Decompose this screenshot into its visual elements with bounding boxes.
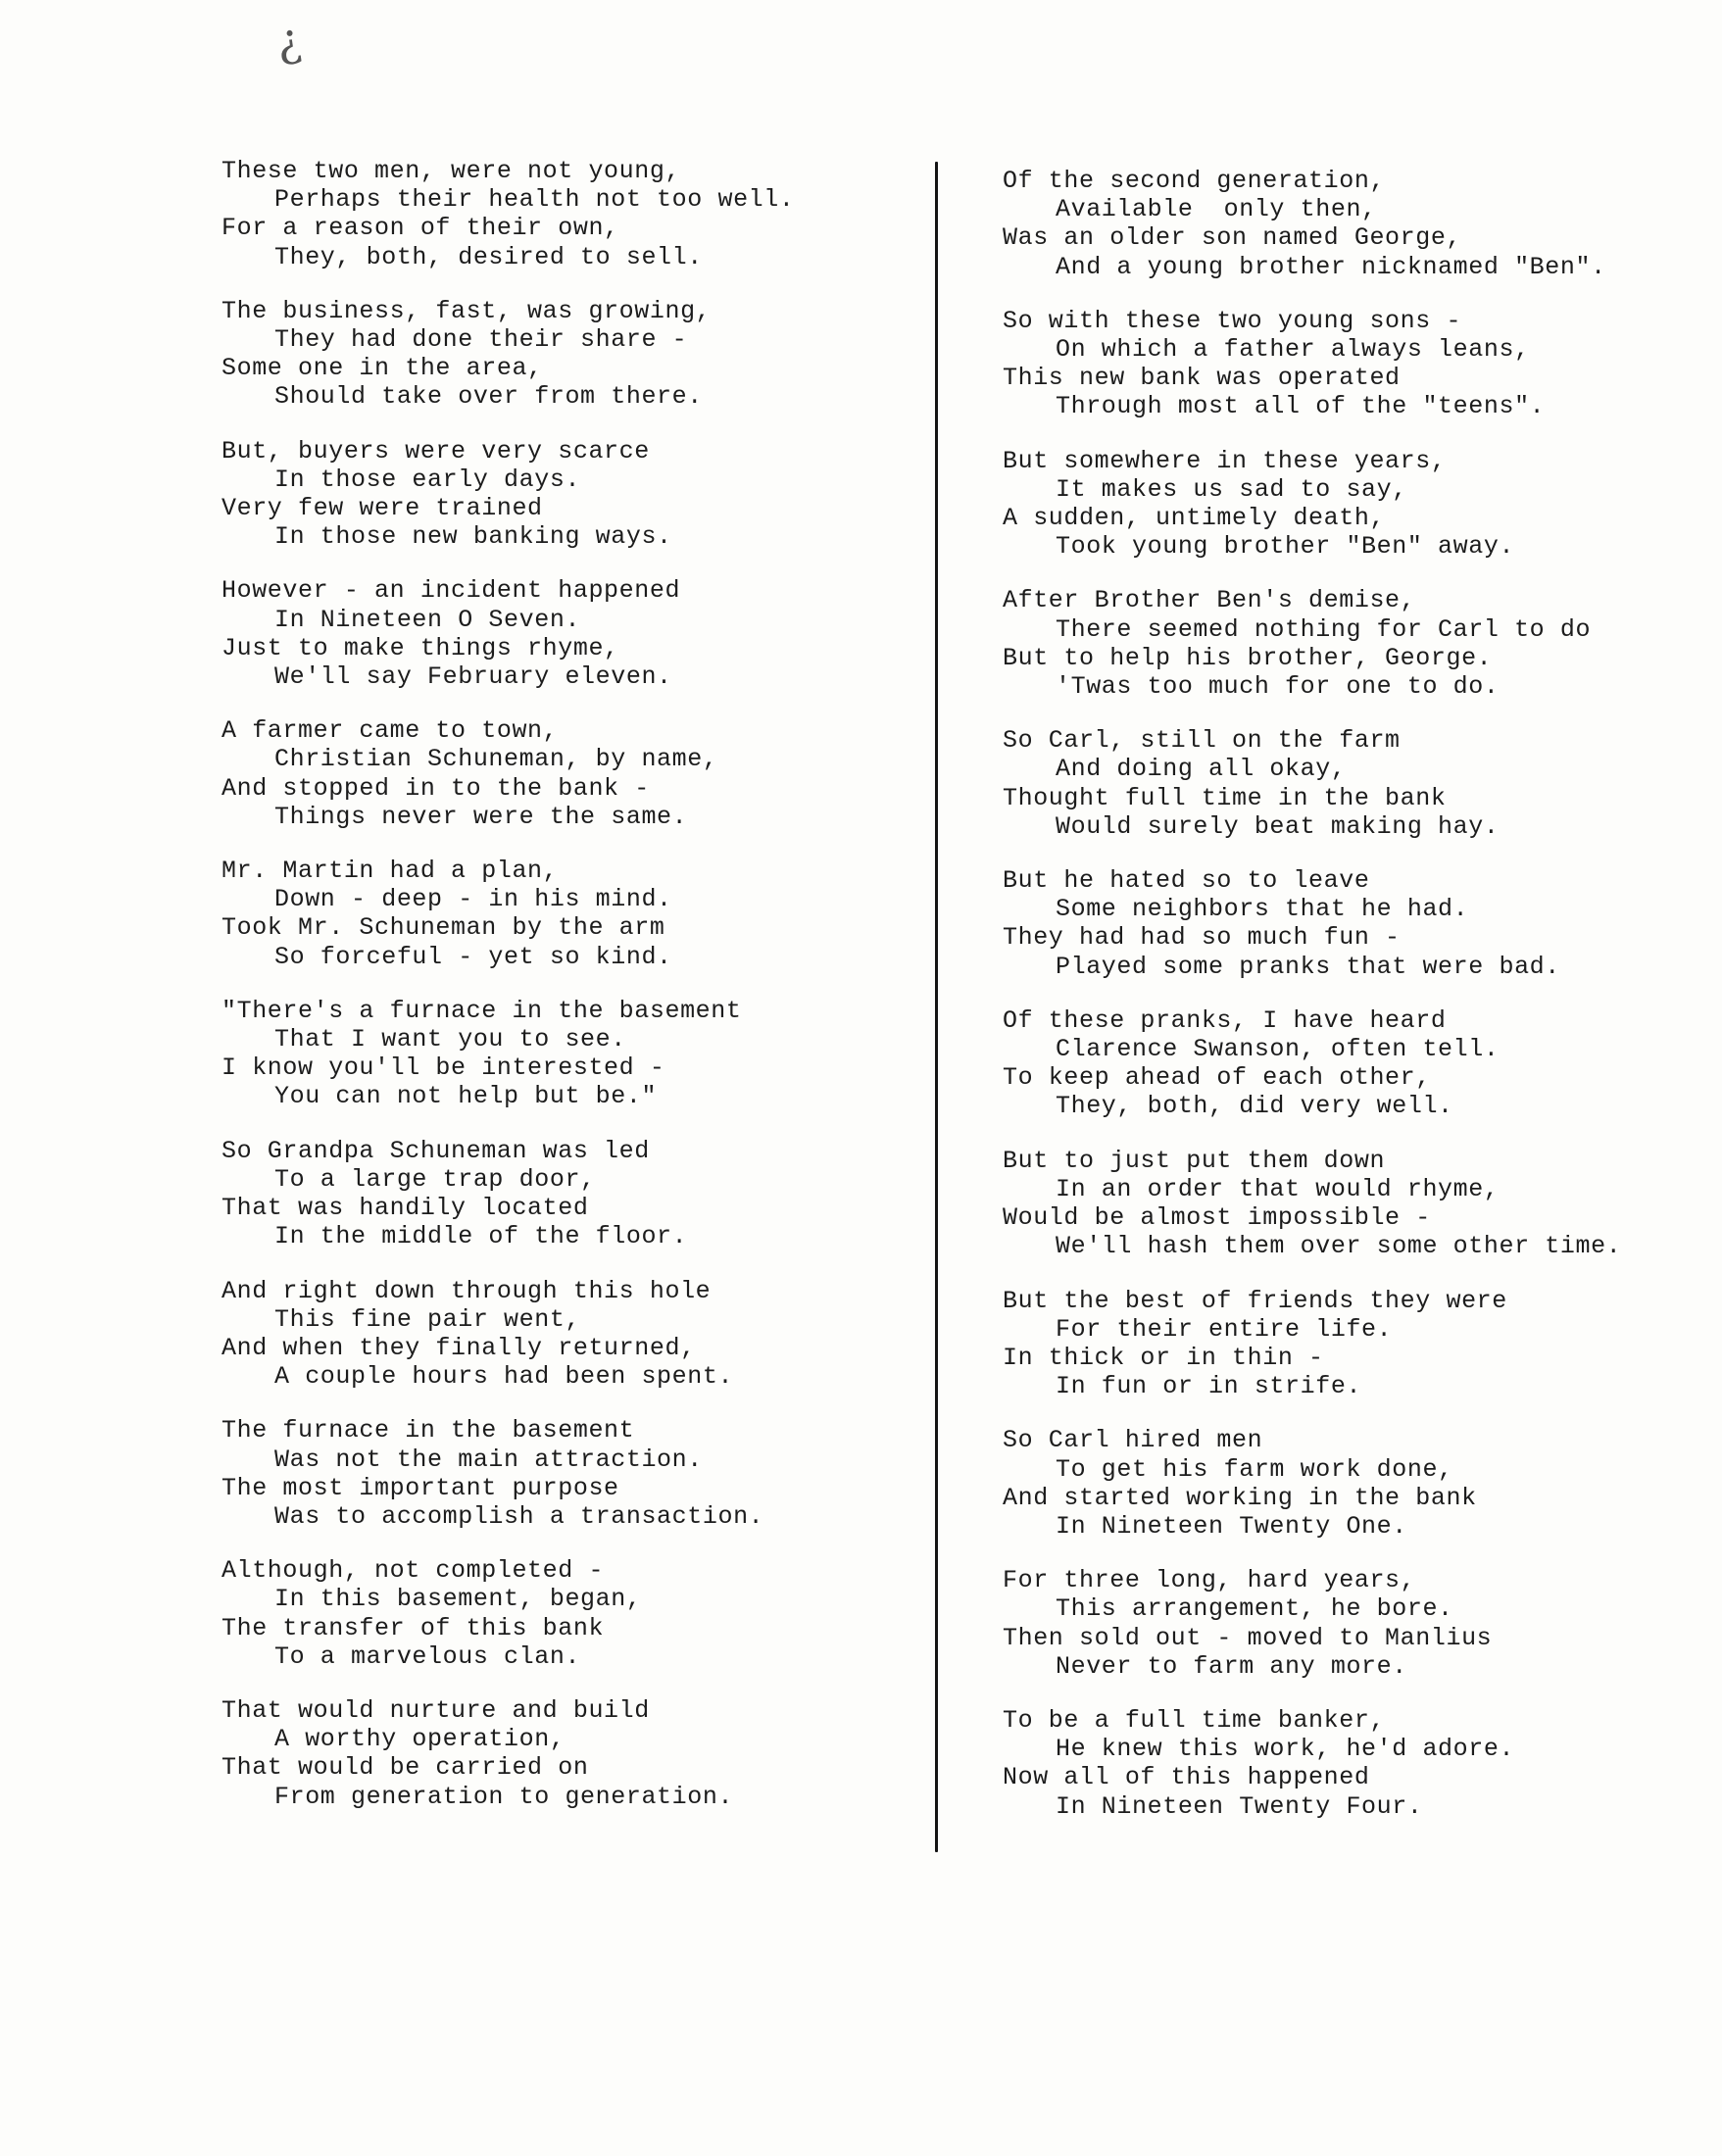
verse-line: And doing all okay, (1056, 755, 1347, 784)
verse-line: To get his farm work done, (1056, 1454, 1453, 1484)
stanza (221, 716, 908, 831)
verse-line: Thought full time in the bank (1003, 783, 1447, 812)
verse-line: "There's a furnace in the basement (221, 996, 742, 1025)
verse-line: Should take over from there. (274, 382, 703, 412)
verse-line: This new bank was operated (1003, 364, 1401, 393)
verse-line: Although, not completed - (221, 1556, 605, 1586)
verse-line: To keep ahead of each other, (1003, 1063, 1431, 1093)
verse-line: In thick or in thin - (1003, 1343, 1324, 1372)
verse-line: In Nineteen Twenty Four. (1056, 1791, 1423, 1821)
verse-line: They had had so much fun - (1003, 923, 1401, 953)
verse-line: They, both, desired to sell. (274, 242, 703, 271)
verse-line: Some neighbors that he had. (1056, 895, 1469, 924)
stanza (1003, 1426, 1708, 1541)
verse-line: However - an incident happened (221, 576, 681, 606)
verse-line: Through most all of the "teens". (1056, 392, 1546, 421)
verse-line: A sudden, untimely death, (1003, 504, 1386, 533)
verse-line: But the best of friends they were (1003, 1286, 1507, 1315)
verse-line: Was to accomplish a transaction. (274, 1501, 764, 1531)
stanza (1003, 726, 1708, 841)
stanza (221, 576, 908, 691)
verse-line: They had done their share - (274, 325, 688, 355)
verse-line: That would be carried on (221, 1753, 589, 1783)
verse-line: A farmer came to town, (221, 716, 559, 746)
verse-line: Very few were trained (221, 494, 543, 523)
verse-line: But, buyers were very scarce (221, 436, 650, 466)
stanza (1003, 1147, 1708, 1261)
verse-line: So Carl hired men (1003, 1426, 1263, 1455)
verse-line: Was an older son named George, (1003, 223, 1462, 253)
verse-line: In those early days. (274, 465, 581, 494)
verse-line: But to help his brother, George. (1003, 643, 1493, 672)
verse-line: But he hated so to leave (1003, 866, 1370, 896)
verse-line: Never to farm any more. (1056, 1651, 1407, 1681)
verse-line: Available only then, (1056, 195, 1377, 224)
stanza (221, 1696, 908, 1811)
column-divider (935, 162, 938, 1852)
verse-line: In Nineteen Twenty One. (1056, 1511, 1407, 1541)
verse-line: A worthy operation, (274, 1725, 566, 1754)
stanza (221, 1277, 908, 1392)
verse-line: Took Mr. Schuneman by the arm (221, 913, 665, 943)
verse-line: This arrangement, he bore. (1056, 1594, 1453, 1624)
verse-line: From generation to generation. (274, 1782, 734, 1811)
stanza (221, 1137, 908, 1251)
verse-line: In those new banking ways. (274, 522, 672, 552)
verse-line: Of the second generation, (1003, 167, 1386, 195)
stanza (221, 1556, 908, 1671)
verse-line: And stopped in to the bank - (221, 773, 650, 803)
verse-line: So forceful - yet so kind. (274, 942, 672, 971)
verse-line: Played some pranks that were bad. (1056, 952, 1560, 981)
verse-line: He knew this work, he'd adore. (1056, 1735, 1515, 1764)
verse-line: Of these pranks, I have heard (1003, 1005, 1447, 1035)
verse-line: And a young brother nicknamed "Ben". (1056, 252, 1606, 281)
verse-line: Christian Schuneman, by name, (274, 745, 718, 774)
verse-line: But somewhere in these years, (1003, 446, 1447, 475)
stanza (221, 157, 908, 271)
verse-line: Down - deep - in his mind. (274, 885, 672, 914)
verse-line: The most important purpose (221, 1473, 619, 1502)
verse-line: That was handily located (221, 1194, 589, 1223)
verse-line: For a reason of their own, (221, 214, 619, 243)
verse-line: In an order that would rhyme, (1056, 1174, 1500, 1203)
stanza (1003, 1287, 1708, 1401)
verse-line: To a large trap door, (274, 1164, 596, 1194)
verse-line: For three long, hard years, (1003, 1566, 1416, 1595)
stanza (221, 297, 908, 412)
stanza (221, 1416, 908, 1531)
verse-line: Now all of this happened (1003, 1763, 1370, 1792)
stanza (1003, 866, 1708, 981)
verse-line: In Nineteen O Seven. (274, 605, 581, 634)
verse-line: For their entire life. (1056, 1314, 1393, 1344)
stanza (1003, 1566, 1708, 1681)
verse-line: So Grandpa Schuneman was led (221, 1136, 650, 1165)
verse-line: These two men, were not young, (221, 157, 681, 185)
verse-line: The business, fast, was growing, (221, 296, 712, 325)
verse-line: Just to make things rhyme, (221, 633, 619, 662)
verse-line: We'll hash them over some other time. (1056, 1232, 1622, 1261)
verse-line: And right down through this hole (221, 1276, 712, 1305)
verse-line: 'Twas too much for one to do. (1056, 672, 1500, 702)
stanza (1003, 586, 1708, 701)
verse-line: Would surely beat making hay. (1056, 811, 1500, 841)
verse-line: But to just put them down (1003, 1146, 1386, 1175)
verse-line: Took young brother "Ben" away. (1056, 532, 1515, 562)
verse-line: After Brother Ben's demise, (1003, 586, 1416, 615)
verse-line: In the middle of the floor. (274, 1222, 688, 1251)
stanza (1003, 1006, 1708, 1121)
stanza (1003, 307, 1708, 421)
verse-line: In this basement, began, (274, 1585, 642, 1614)
verse-line: It makes us sad to say, (1056, 474, 1407, 504)
verse-line: Some one in the area, (221, 354, 543, 383)
verse-line: So with these two young sons - (1003, 306, 1462, 335)
verse-line: Was not the main attraction. (274, 1445, 703, 1474)
verse-line: And when they finally returned, (221, 1333, 696, 1362)
verse-line: To be a full time banker, (1003, 1705, 1386, 1735)
verse-line: Would be almost impossible - (1003, 1203, 1431, 1233)
verse-line: Then sold out - moved to Manlius (1003, 1623, 1493, 1652)
stanza (221, 997, 908, 1111)
verse-line: On which a father always leans, (1056, 335, 1530, 365)
verse-line: Clarence Swanson, often tell. (1056, 1035, 1500, 1064)
verse-line: This fine pair went, (274, 1304, 581, 1334)
right-column (1003, 167, 1708, 1846)
verse-line: Things never were the same. (274, 802, 688, 831)
verse-line: The transfer of this bank (221, 1613, 605, 1642)
verse-line: There seemed nothing for Carl to do (1056, 614, 1592, 644)
verse-line: That I want you to see. (274, 1025, 626, 1054)
verse-line: That would nurture and build (221, 1695, 650, 1725)
stanza (221, 437, 908, 552)
stanza (1003, 447, 1708, 562)
left-column (221, 157, 908, 1837)
verse-line: You can not help but be." (274, 1082, 658, 1111)
verse-line: The furnace in the basement (221, 1416, 635, 1446)
verse-line: I know you'll be interested - (221, 1054, 665, 1083)
verse-line: Perhaps their health not too well. (274, 185, 795, 215)
verse-line: They, both, did very well. (1056, 1092, 1453, 1121)
stanza (1003, 1706, 1708, 1821)
verse-line: To a marvelous clan. (274, 1642, 581, 1671)
verse-line: Mr. Martin had a plan, (221, 857, 559, 886)
stanza (221, 857, 908, 971)
handwritten-mark: ¿ (272, 12, 305, 69)
verse-line: A couple hours had been spent. (274, 1362, 734, 1392)
verse-line: We'll say February eleven. (274, 662, 672, 692)
verse-line: So Carl, still on the farm (1003, 726, 1401, 756)
stanza (1003, 167, 1708, 281)
verse-line: And started working in the bank (1003, 1483, 1477, 1512)
verse-line: In fun or in strife. (1056, 1372, 1362, 1401)
